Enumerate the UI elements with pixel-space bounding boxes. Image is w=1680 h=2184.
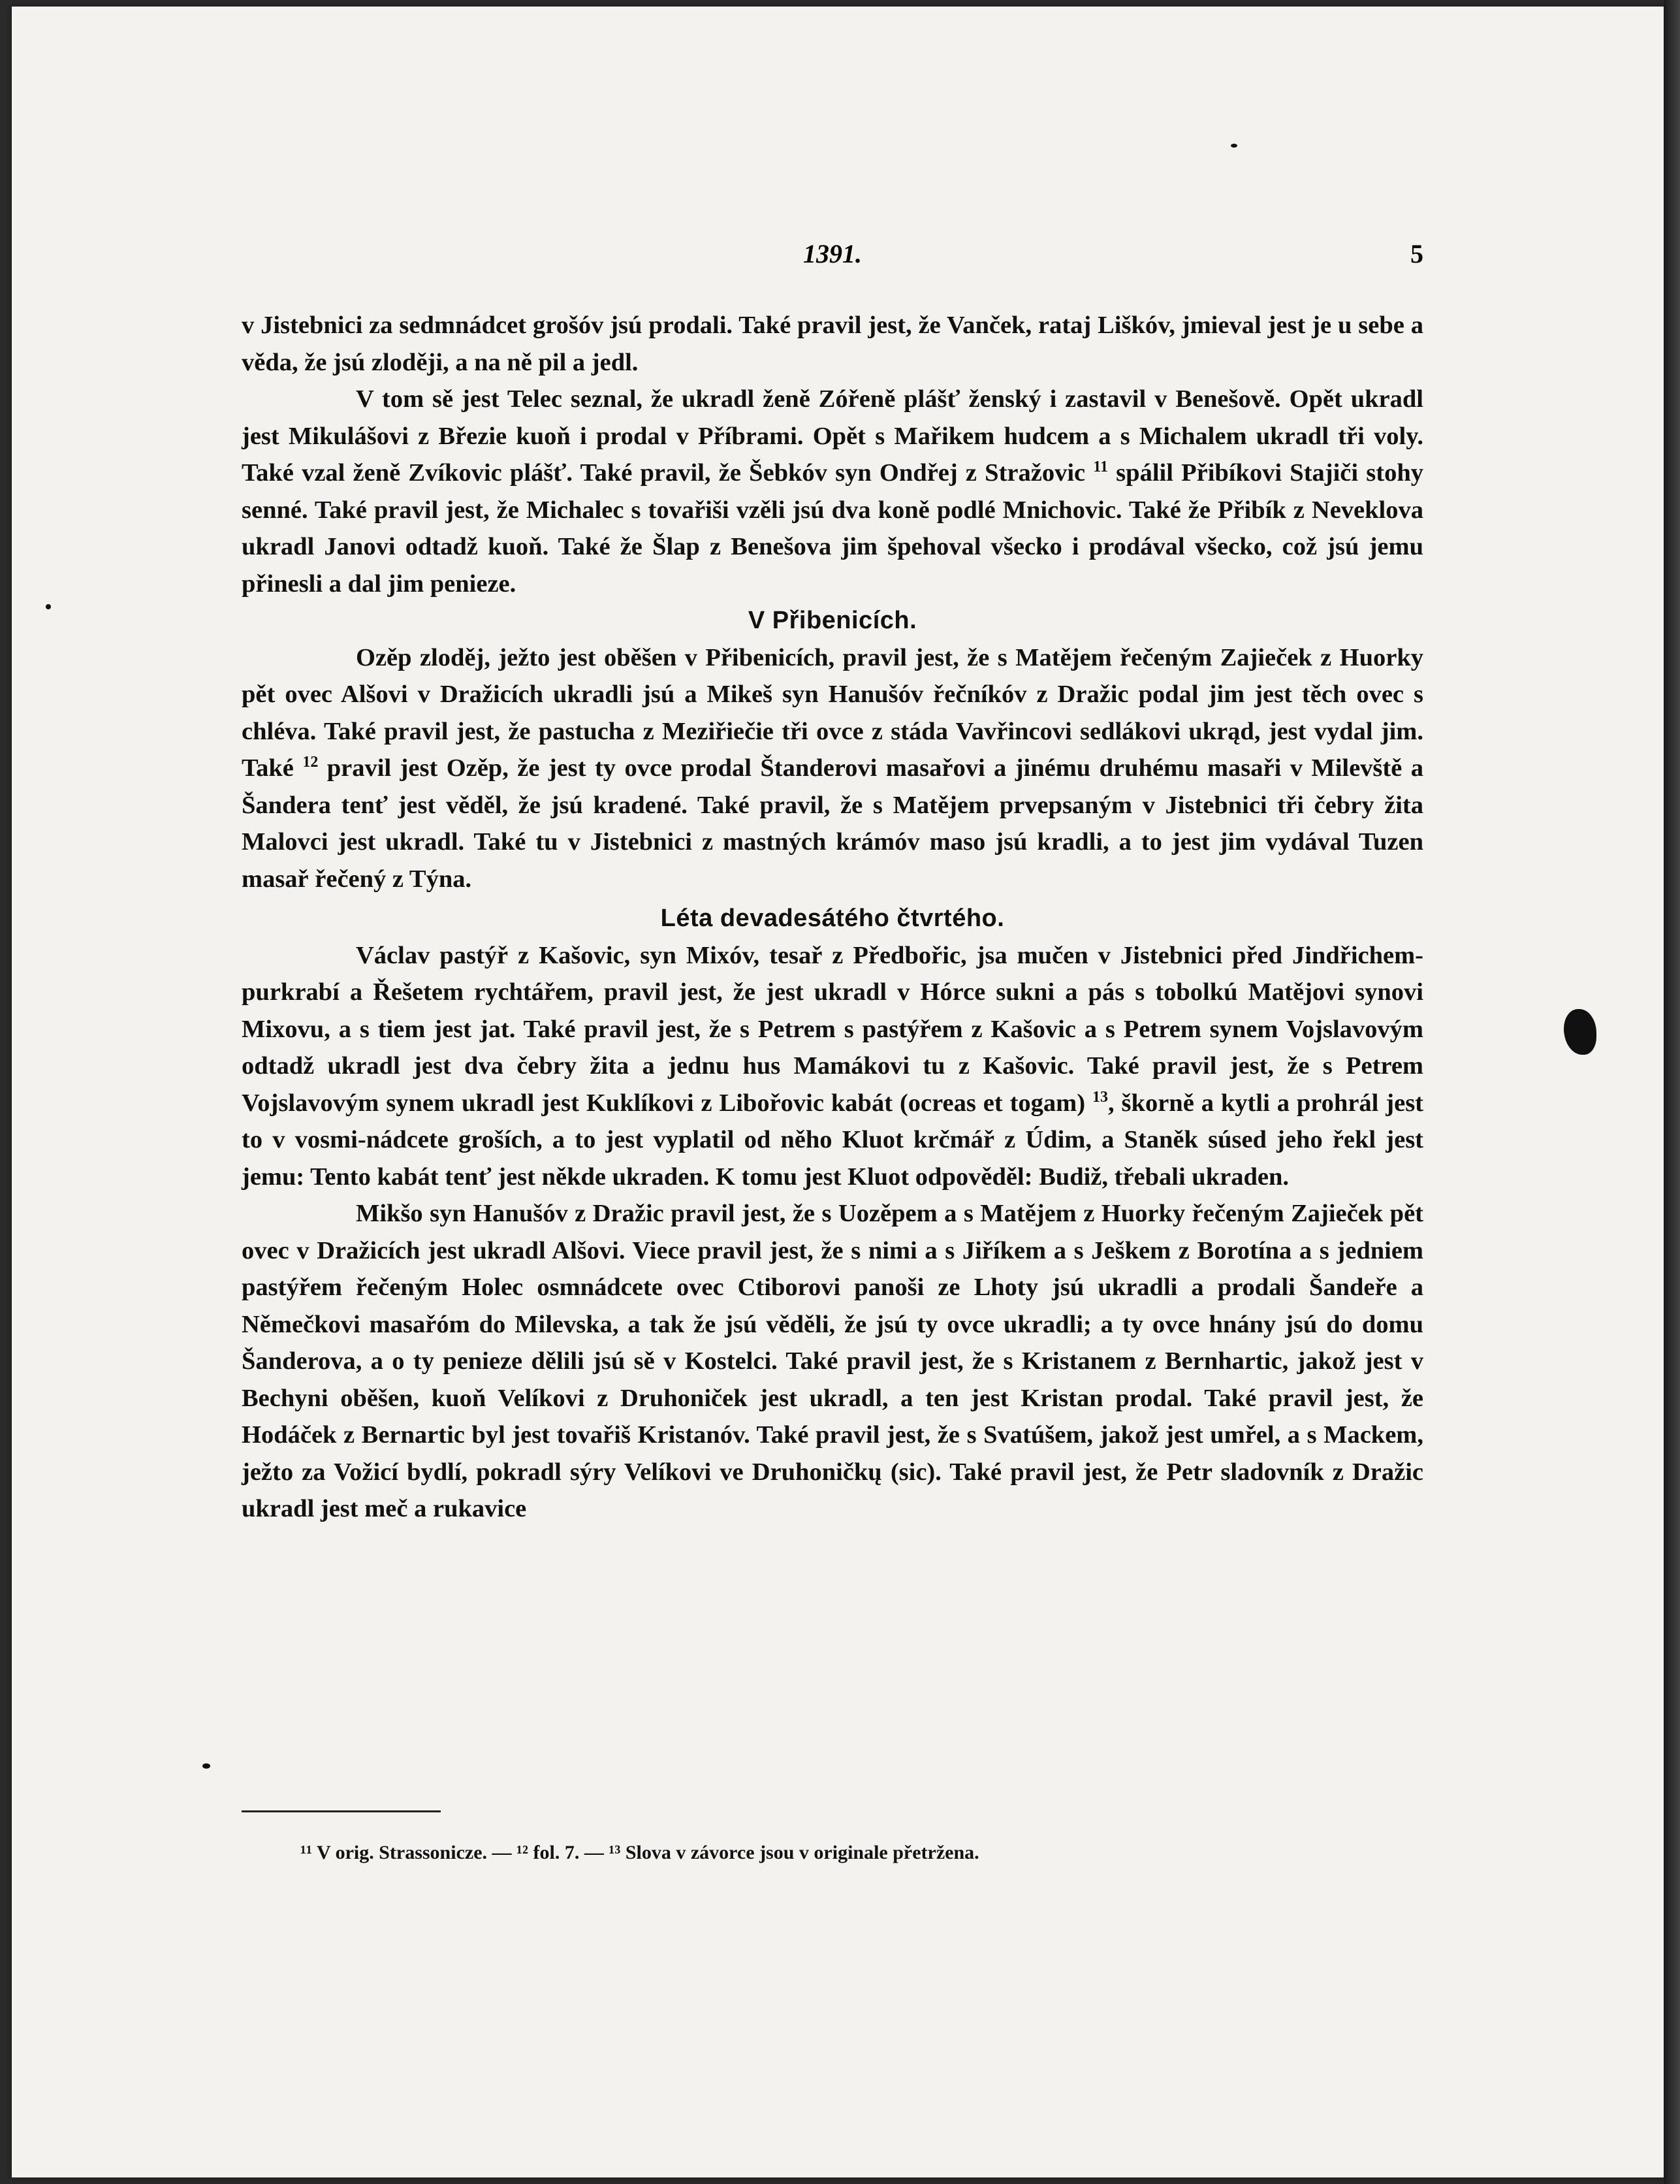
footnote-ref: 11	[1093, 458, 1108, 476]
header-year: 1391.	[803, 239, 862, 268]
paragraph: v Jistebnici za sedmnádcet grošóv jsú prodali. Také pravil jest, že Vanček, rataj Liškóv, jmieval jest je u sebe a věda, že jsú zloději, a na ně pil a jedl.	[242, 312, 1423, 376]
footnote-divider	[242, 1810, 441, 1812]
section-heading: V Přibenicích.	[748, 607, 917, 634]
paragraph: Mikšo syn Hanušóv z Dražic pravil jest, že s Uozěpem a s Matějem z Huorky řečeným Zajieček pět ovec v Dražicích jest ukradl Alšovi. Viece pravil jest, že s nimi a s Jiříkem a s Ješkem z Borotína a s jedniem pastýřem řečeným Holec osmnádcete ovec Ctiborovi panoši ze Lhoty jsú ukradli a prodali Šandeře a Němečkovi masařóm do Milevska, a tak že jsú věděli, že jsú ty ovce ukradli; a ty ovce hnány jsú do domu Šanderova, a o ty penieze dělili jsú sě v Kostelci. Také pravil jest, že s Kristanem z Bernhartic, jakož jest v Bechyni oběšen, kuoň Velíkovi z Druhoniček jest ukradl, a ten jest Kristan prodal. Také pravil jest, že Hodáček z Bernartic byl jest tovařiš Kristanóv. Také pravil jest, že s Svatúšem, jakož jest umřel, a s Mackem, ježto za Vožicí bydlí, pokradl sýry Velíkovi ve Druhoničkų (sic). Také pravil jest, že Petr sladovník z Dražic ukradl jest meč a rukavice	[242, 1200, 1423, 1522]
speck	[1231, 144, 1237, 148]
paragraph-text: Ozěp zloděj, ježto jest oběšen v Přibenicích, pravil jest, že s Matějem řečeným Zajieček z Huorky pět ovec Alšovi v Dražicích ukradli jsú a Mikeš syn Hanušóv řečníkóv z Dražic podal jim jest těch ovec s chléva. Také pravil jest, že pastucha z Meziřiečie tři ovce z stáda Vavřincovi sedlákovi ukrąd, jest vydal jim. Také	[242, 643, 1423, 782]
page-header	[242, 238, 1423, 284]
paragraph-text: pravil jest Ozěp, že jest ty ovce prodal Štanderovi masařovi a jinému druhému masaři v Milevště a Šandera tenť jest věděl, že jsú kradené. Také pravil, že s Matějem prvepsaným v Jistebnici tři čebry žita Malovci jest ukradl. Také tu v Jistebnici z mastných krámóv maso jsú kradli, a to jest jim vydával Tuzen masař řečený z Týna.	[242, 754, 1423, 893]
paragraph	[242, 937, 1423, 1196]
section-heading: Léta devadesátého čtvrtého.	[660, 905, 1005, 932]
footnote-ref: 13	[1092, 1088, 1108, 1106]
paragraph	[242, 639, 1423, 898]
scan-edge	[1664, 0, 1680, 2184]
paragraph-text: spálil Přibíkovi Stajiči stohy senné. Také pravil jest, že Michalec s tovařiši vzěli jsú dva koně podlé Mnichovic. Také že Přibík z Neveklova ukradl Janovi odtadž kuoň. Také že Šlap z Benešova jim špehoval všecko i prodával všecko, což jsú jemu přinesli a dal jim penieze.	[242, 459, 1423, 598]
speck	[46, 604, 51, 609]
main-text	[242, 307, 1423, 1528]
footnote-ref: 12	[302, 754, 319, 771]
paragraph-text: V tom sě jest Telec seznal, že ukradl ženě Zóřeně plášť ženský i zastavil v Benešově. Opět ukradl jest Mikulášovi z Březie kuoň i prodal v Příbrami. Opět s Mařikem hudcem a s Michalem ukradl tři voly. Také vzal ženě Zvíkovic plášť. Také pravil, že Šebkóv syn Ondřej z Stražovic	[242, 385, 1423, 487]
paragraph-text: Václav pastýř z Kašovic, syn Mixóv, tesař z Předbořic, jsa mučen v Jistebnici před Jindřichem-purkrabí a Řešetem rychtářem, pravil jest, že jest ukradl v Hórce sukni a pás s tobolkú Matějovi synovi Mixovu, a s tiem jest jat. Také pravil jest, že s Petrem s pastýřem z Kašovic a s Petrem synem Vojslavovým odtadž ukradl jest dva čebry žita a jednu hus Mamákovi tu z Kašovic. Také pravil jest, že s Petrem Vojslavovým synem ukradl jest Kuklíkovi z Libořovic kabát (ocreas et togam)	[242, 941, 1423, 1117]
paragraph-text: , škorně a kytli a prohrál jest to v vosmi-nádcete groších, a to jest vyplatil od něho Kluot krčmář z Údim, a Staněk súsed jeho řekl jest jemu: Tento kabát tenť jest někde ukraden. K tomu jest Kluot odpověděl: Budiž, třebali ukraden.	[242, 1089, 1424, 1191]
page-number: 5	[1410, 239, 1423, 268]
speck	[202, 1763, 210, 1769]
paragraph	[242, 381, 1423, 602]
footnotes: ¹¹ V orig. Strassonicze. — ¹² fol. 7. — ¹³ Slova v závorce jsou v originale přetržena.	[300, 1842, 979, 1863]
